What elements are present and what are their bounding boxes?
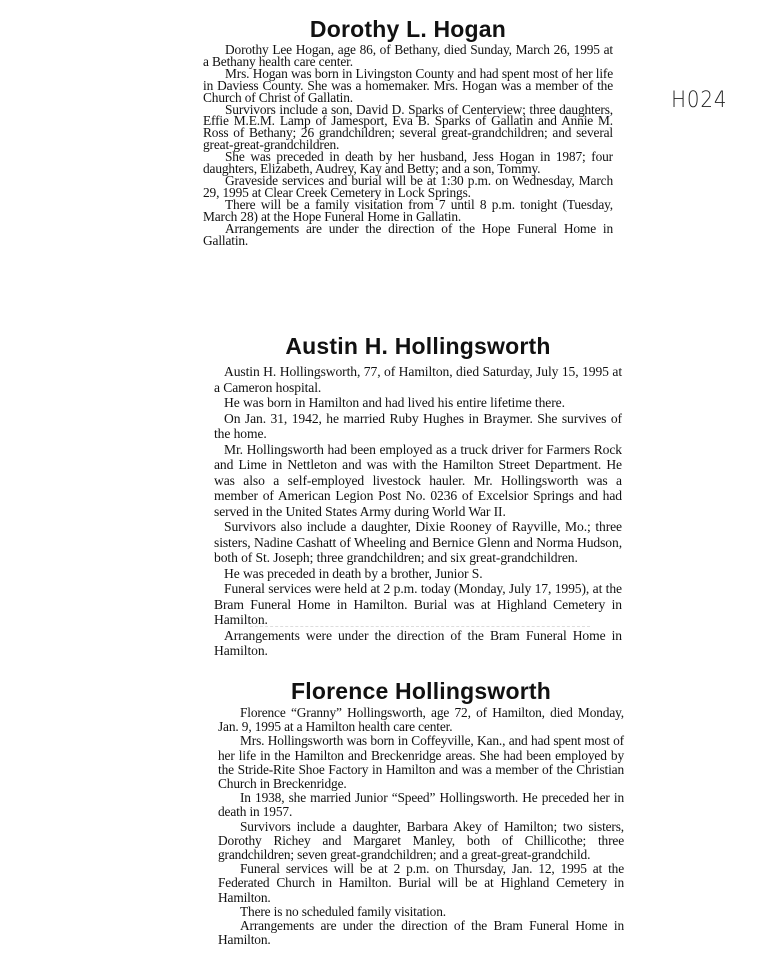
paragraph: There will be a family visitation from 7 until 8 p.m. tonight (Tuesday, March 28) at the Hope Funeral Home in Gallatin. (203, 196, 613, 224)
paragraph: Florence “Granny” Hollingsworth, age 72, of Hamilton, died Monday, Jan. 9, 1995 at a Hamilton health care center. (218, 705, 624, 735)
paragraph: Survivors include a son, David D. Sparks of Centerview; three daughters, Effie M.E.M. Lamp of Jamesport, Eva B. Sparks of Gallatin and Annie M. Ross of Bethany; 26 grandchildren; several great-grandchildren; and several great-great-grandchildren. (203, 101, 613, 153)
paragraph: Arrangements are under the direction of the Bram Funeral Home in Hamilton. (218, 918, 624, 948)
paragraph: Graveside services and burial will be at 1:30 p.m. on Wednesday, March 29, 1995 at Clear Creek Cemetery in Lock Springs. (203, 172, 613, 200)
paragraph: He was born in Hamilton and had lived his entire lifetime there. (224, 395, 565, 410)
handwritten-annotation: H024 (671, 88, 728, 113)
obituary-body (218, 706, 624, 947)
paragraph: He was preceded in death by a brother, Junior S. (224, 565, 483, 581)
obituary-florence-hollingsworth (218, 676, 624, 947)
paragraph: In 1938, she married Junior “Speed” Hollingsworth. He preceded her in death in 1957. (218, 790, 624, 820)
paragraph: Austin H. Hollingsworth, 77, of Hamilton, died Saturday, July 15, 1995 at a Cameron hospital. (214, 364, 622, 395)
paragraph: Mrs. Hollingsworth was born in Coffeyville, Kan., and had spent most of her life in the Hamilton and Breckenridge areas. She had been employed by the Stride-Rite Shoe Factory in Hamilton and was a member of the Christian Church in Breckenridge. (218, 733, 624, 792)
paragraph: Survivors also include a daughter, Dixie Rooney of Rayville, Mo.; three sisters, Nadine Cashatt of Wheeling and Bernice Glenn and Norma Hudson, both of St. Joseph; three grandchildren; and six great-grandchildren. (214, 519, 622, 565)
paragraph: She was preceded in death by her husband, Jess Hogan in 1987; four daughters, Elizabeth, Audrey, Kay and Betty; and a son, Tommy. (203, 149, 613, 177)
obituary-austin-hollingsworth (214, 330, 622, 659)
obituary-body (214, 364, 622, 659)
obituary-headline: Austin H. Hollingsworth (285, 333, 551, 359)
paragraph: Funeral services were held at 2 p.m. today (Monday, July 17, 1995), at the Bram Funeral Home in Hamilton. Burial was at Highland Cemetery in Hamilton. (214, 581, 622, 627)
paragraph: Mr. Hollingsworth had been employed as a truck driver for Farmers Rock and Lime in Nettleton and was with the Hamilton Street Department. He was also a self-employed livestock hauler. Mr. Hollingsworth was a member of American Legion Post No. 0236 of Excelsior Springs and had served in the United States Army during World War II. (214, 441, 622, 519)
paragraph: Arrangements are under the direction of the Hope Funeral Home in Gallatin. (203, 220, 613, 248)
obituary-headline: Dorothy L. Hogan (309, 16, 507, 42)
paragraph: Survivors include a daughter, Barbara Akey of Hamilton; two sisters, Dorothy Richey and Margaret Manley, both of Chillicothe; three grandchildren; seven great-grandchildren; and a great-great-grandchild. (218, 818, 624, 863)
paragraph: Arrangements were under the direction of the Bram Funeral Home in Hamilton. (214, 627, 622, 658)
divider (250, 626, 590, 627)
paragraph: Mrs. Hogan was born in Livingston County and had spent most of her life in Daviess County. She was a homemaker. Mrs. Hogan was a member of the Church of Christ of Gallatin. (203, 65, 613, 105)
obituary-headline: Florence Hollingsworth (291, 678, 551, 704)
paragraph: There is no scheduled family visitation. (240, 903, 446, 919)
paragraph: On Jan. 31, 1942, he married Ruby Hughes in Braymer. She survives of the home. (214, 410, 622, 441)
paragraph: Funeral services will be at 2 p.m. on Thursday, Jan. 12, 1995 at the Federated Church in Hamilton. Burial will be at Highland Cemetery in Hamilton. (218, 861, 624, 905)
obituary-body (203, 44, 613, 246)
paragraph: Dorothy Lee Hogan, age 86, of Bethany, died Sunday, March 26, 1995 at a Bethany health care center. (203, 42, 613, 69)
obituary-dorothy-hogan (203, 14, 613, 246)
